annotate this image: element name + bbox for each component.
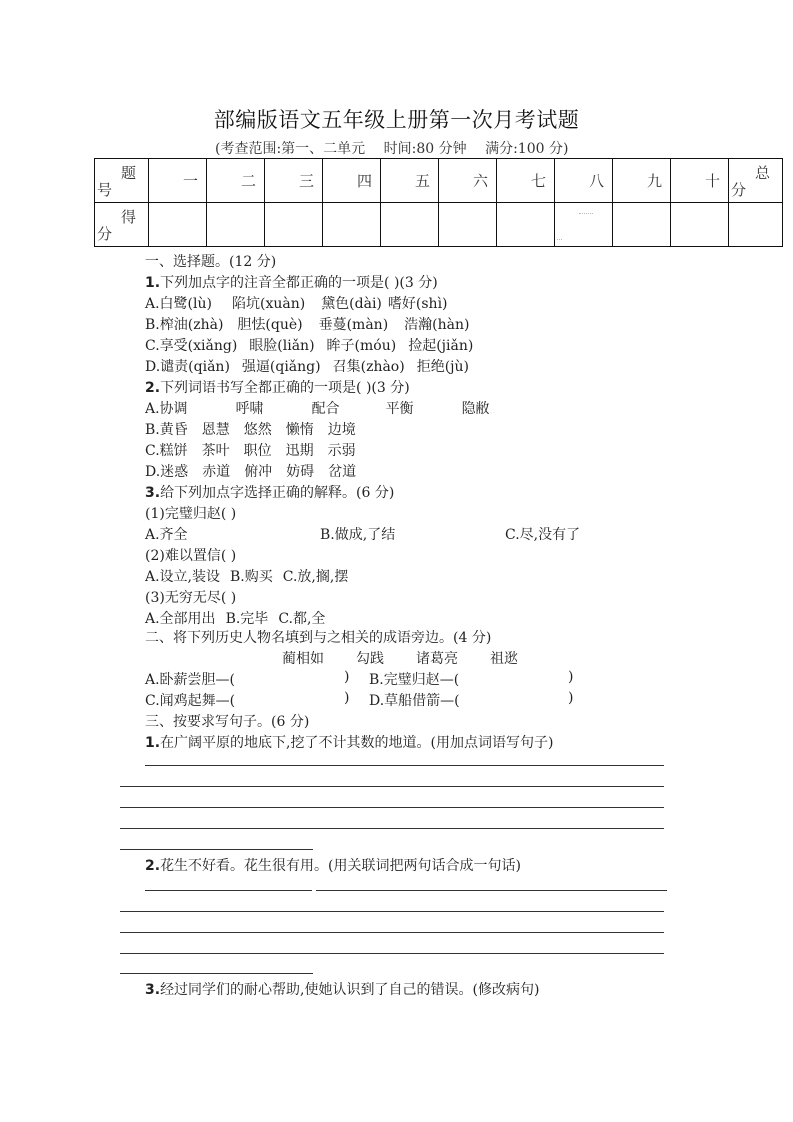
name-option: 祖逖: [490, 651, 518, 667]
word: C.享受(xiǎng): [145, 338, 238, 354]
header-label-top: 题: [120, 164, 136, 182]
q3-number: 3.: [145, 485, 161, 501]
watermark-mark: [579, 213, 593, 214]
q2-number: 2.: [145, 380, 161, 396]
word: 呼啸: [235, 401, 264, 417]
answer-line[interactable]: [120, 932, 664, 933]
col-9: 九: [613, 159, 671, 203]
word: D.迷惑: [145, 464, 189, 480]
answer-line[interactable]: [120, 849, 313, 850]
word: 浩瀚(hàn): [404, 317, 470, 333]
word: 黛色(dài): [321, 296, 382, 312]
q1-option-b[interactable]: [145, 314, 469, 334]
section2-item-d-blank[interactable]: [470, 690, 566, 708]
section2-item-d-label: D.草船借箭—(: [369, 693, 460, 709]
score-cell-2[interactable]: [207, 203, 265, 247]
col-3: 三: [265, 159, 323, 203]
word: 隐敝: [461, 401, 490, 417]
q3-part2-option-b[interactable]: B.购买: [230, 569, 273, 585]
word: 悠然: [243, 422, 272, 438]
row-header-score: [95, 203, 149, 247]
section1-heading: 一、选择题。(12 分): [145, 254, 277, 270]
q2-stem: [145, 377, 410, 397]
section2-item-b-close: ): [568, 669, 574, 685]
col-8: 八: [555, 159, 613, 203]
s3-q1-number: 1.: [145, 735, 161, 751]
word: 平衡: [385, 401, 414, 417]
section2-name-bank: [282, 648, 518, 668]
word: 嗜好(shì): [387, 296, 448, 312]
s3-q2-number: 2.: [145, 858, 161, 874]
score-cell-1[interactable]: [149, 203, 207, 247]
answer-line[interactable]: [120, 786, 664, 787]
word: 示弱: [327, 443, 356, 459]
q3-part2-option-a[interactable]: A.设立,装设: [145, 569, 221, 585]
word: B.榨油(zhà): [145, 317, 224, 333]
score-label-bottom: 分: [97, 225, 113, 243]
s3-q1: [145, 732, 553, 752]
q3-part3-label: (3)无穷无尽( ): [145, 590, 237, 606]
q3-part1-option-c[interactable]: C.尽,没有了: [505, 527, 581, 543]
word: 茶叶: [201, 443, 230, 459]
word: 恩慧: [201, 422, 230, 438]
q2-text: 下列词语书写全都正确的一项是( )(3 分): [160, 380, 410, 396]
score-table: [94, 158, 783, 247]
q1-option-d[interactable]: [145, 356, 469, 376]
q3-part1-label: (1)完璧归赵( ): [145, 506, 237, 522]
q2-option-a[interactable]: [145, 398, 495, 418]
word: 拒绝(jù): [416, 359, 469, 375]
word: 迅期: [285, 443, 314, 459]
total-label-bottom: 分: [731, 181, 747, 199]
score-row: [95, 203, 783, 247]
q3-part3-option-c[interactable]: C.都,全: [278, 611, 326, 627]
q3-text: 给下列加点字选择正确的解释。(6 分): [160, 485, 395, 501]
s3-q2: [145, 855, 521, 875]
q2-option-d[interactable]: [145, 461, 356, 481]
q3-part3-options: [145, 608, 325, 628]
word: 垂蔓(màn): [318, 317, 389, 333]
answer-line[interactable]: [120, 828, 664, 829]
word: 妨碍: [286, 464, 315, 480]
word: 胆怯(què): [237, 317, 303, 333]
score-label-top: 得: [120, 208, 136, 226]
score-cell-6[interactable]: [439, 203, 497, 247]
exam-title: 部编版语文五年级上册第一次月考试题: [213, 108, 580, 132]
col-2: 二: [207, 159, 265, 203]
section2-item-a-label: A.卧薪尝胆—(: [145, 672, 236, 688]
watermark-mark: [557, 239, 562, 240]
section2-heading: 二、将下列历史人物名填到与之相关的成语旁边。(4 分): [145, 630, 492, 646]
word: 懒惰: [285, 422, 314, 438]
q3-part2-options: [145, 566, 348, 586]
section2-item-c-blank[interactable]: [246, 690, 346, 708]
q1-text: 下列加点字的注音全都正确的一项是( )(3 分): [160, 275, 438, 291]
score-cell-4[interactable]: [323, 203, 381, 247]
q3-part2-option-c[interactable]: C.放,搁,摆: [282, 569, 349, 585]
section2-item-b-label: B.完璧归赵—(: [369, 672, 460, 688]
answer-line[interactable]: [145, 890, 312, 891]
section2-item-b-blank[interactable]: [470, 669, 566, 687]
exam-scope: (考查范围:第一、二单元: [215, 141, 366, 157]
s3-q3-text: 经过同学们的耐心帮助,使她认识到了自己的错误。(修改病句): [160, 982, 540, 998]
answer-line[interactable]: [120, 807, 664, 808]
word: 岔道: [328, 464, 357, 480]
section2-item-c-label: C.闻鸡起舞—(: [145, 693, 236, 709]
q1-option-c[interactable]: [145, 335, 473, 355]
answer-line[interactable]: [120, 973, 313, 974]
col-1: 一: [149, 159, 207, 203]
name-option: 勾践: [356, 651, 384, 667]
word: 眸子(móu): [326, 338, 397, 354]
answer-line[interactable]: [145, 765, 664, 766]
score-cell-10[interactable]: [671, 203, 729, 247]
col-5: 五: [381, 159, 439, 203]
name-option: 蔺相如: [282, 651, 324, 667]
section2-item-d-close: ): [568, 690, 574, 706]
answer-line[interactable]: [120, 953, 664, 954]
word: D.谴责(qiǎn): [145, 359, 230, 375]
col-4: 四: [323, 159, 381, 203]
word: 召集(zhào): [332, 359, 405, 375]
word: 强逼(qiǎng): [241, 359, 321, 375]
score-cell-5[interactable]: [381, 203, 439, 247]
word: 陷坑(xuàn): [231, 296, 306, 312]
col-total: [729, 159, 783, 203]
answer-line[interactable]: [316, 890, 667, 891]
s3-q3: [145, 979, 539, 999]
exam-full-score: 满分:100 分): [485, 141, 569, 157]
word: A.协调: [145, 401, 188, 417]
score-cell-8[interactable]: [555, 203, 613, 247]
q3-part1-option-a[interactable]: A.齐全: [145, 527, 188, 543]
s3-q1-text: 在广阔平原的地底下,挖了不计其数的地道。(用加点词语写句子): [160, 735, 554, 751]
watermark-mark: ......: [489, 410, 496, 414]
section3-heading: 三、按要求写句子。(6 分): [145, 714, 310, 730]
score-cell-total[interactable]: [729, 203, 783, 247]
q2-option-b[interactable]: [145, 419, 356, 439]
q1-number: 1.: [145, 275, 161, 291]
word: 眼脸(liǎn): [249, 338, 315, 354]
score-cell-9[interactable]: [613, 203, 671, 247]
q1-stem: [145, 272, 438, 292]
section2-item-a-close: ): [344, 669, 350, 685]
q3-stem: [145, 482, 394, 502]
score-cell-7[interactable]: [497, 203, 555, 247]
word: A.白鹭(lù): [145, 296, 212, 312]
section2-item-a-blank[interactable]: [246, 669, 346, 687]
s3-q2-text: 花生不好看。花生很有用。(用关联词把两句话合成一句话): [160, 858, 521, 874]
section2-item-c-close: ): [344, 690, 350, 706]
row-header-question: [95, 159, 149, 203]
word: 赤道: [202, 464, 231, 480]
name-option: 诸葛亮: [416, 651, 458, 667]
word: 职位: [243, 443, 272, 459]
word: C.糕饼: [145, 443, 188, 459]
answer-line[interactable]: [120, 911, 664, 912]
word: 配合: [311, 401, 340, 417]
q1-option-a[interactable]: [145, 293, 448, 313]
col-6: 六: [439, 159, 497, 203]
exam-subtitle: [215, 138, 582, 158]
total-label-top: 总: [754, 164, 770, 182]
question-number-row: [95, 159, 783, 203]
q2-option-c[interactable]: [145, 440, 356, 460]
word: B.黄昏: [145, 422, 188, 438]
exam-time: 时间:80 分钟: [383, 141, 467, 157]
score-cell-3[interactable]: [265, 203, 323, 247]
q3-part3-option-b[interactable]: B.完毕: [225, 611, 269, 627]
col-7: 七: [497, 159, 555, 203]
header-label-bottom: 号: [97, 181, 113, 199]
q3-part1-option-b[interactable]: B.做成,了结: [320, 527, 396, 543]
s3-q3-number: 3.: [145, 982, 161, 998]
word: 捡起(jiǎn): [408, 338, 474, 354]
col-10: 十: [671, 159, 729, 203]
q3-part2-label: (2)难以置信( ): [145, 548, 237, 564]
q3-part3-option-a[interactable]: A.全部用出: [145, 611, 216, 627]
word: 俯冲: [244, 464, 273, 480]
word: 边境: [327, 422, 356, 438]
